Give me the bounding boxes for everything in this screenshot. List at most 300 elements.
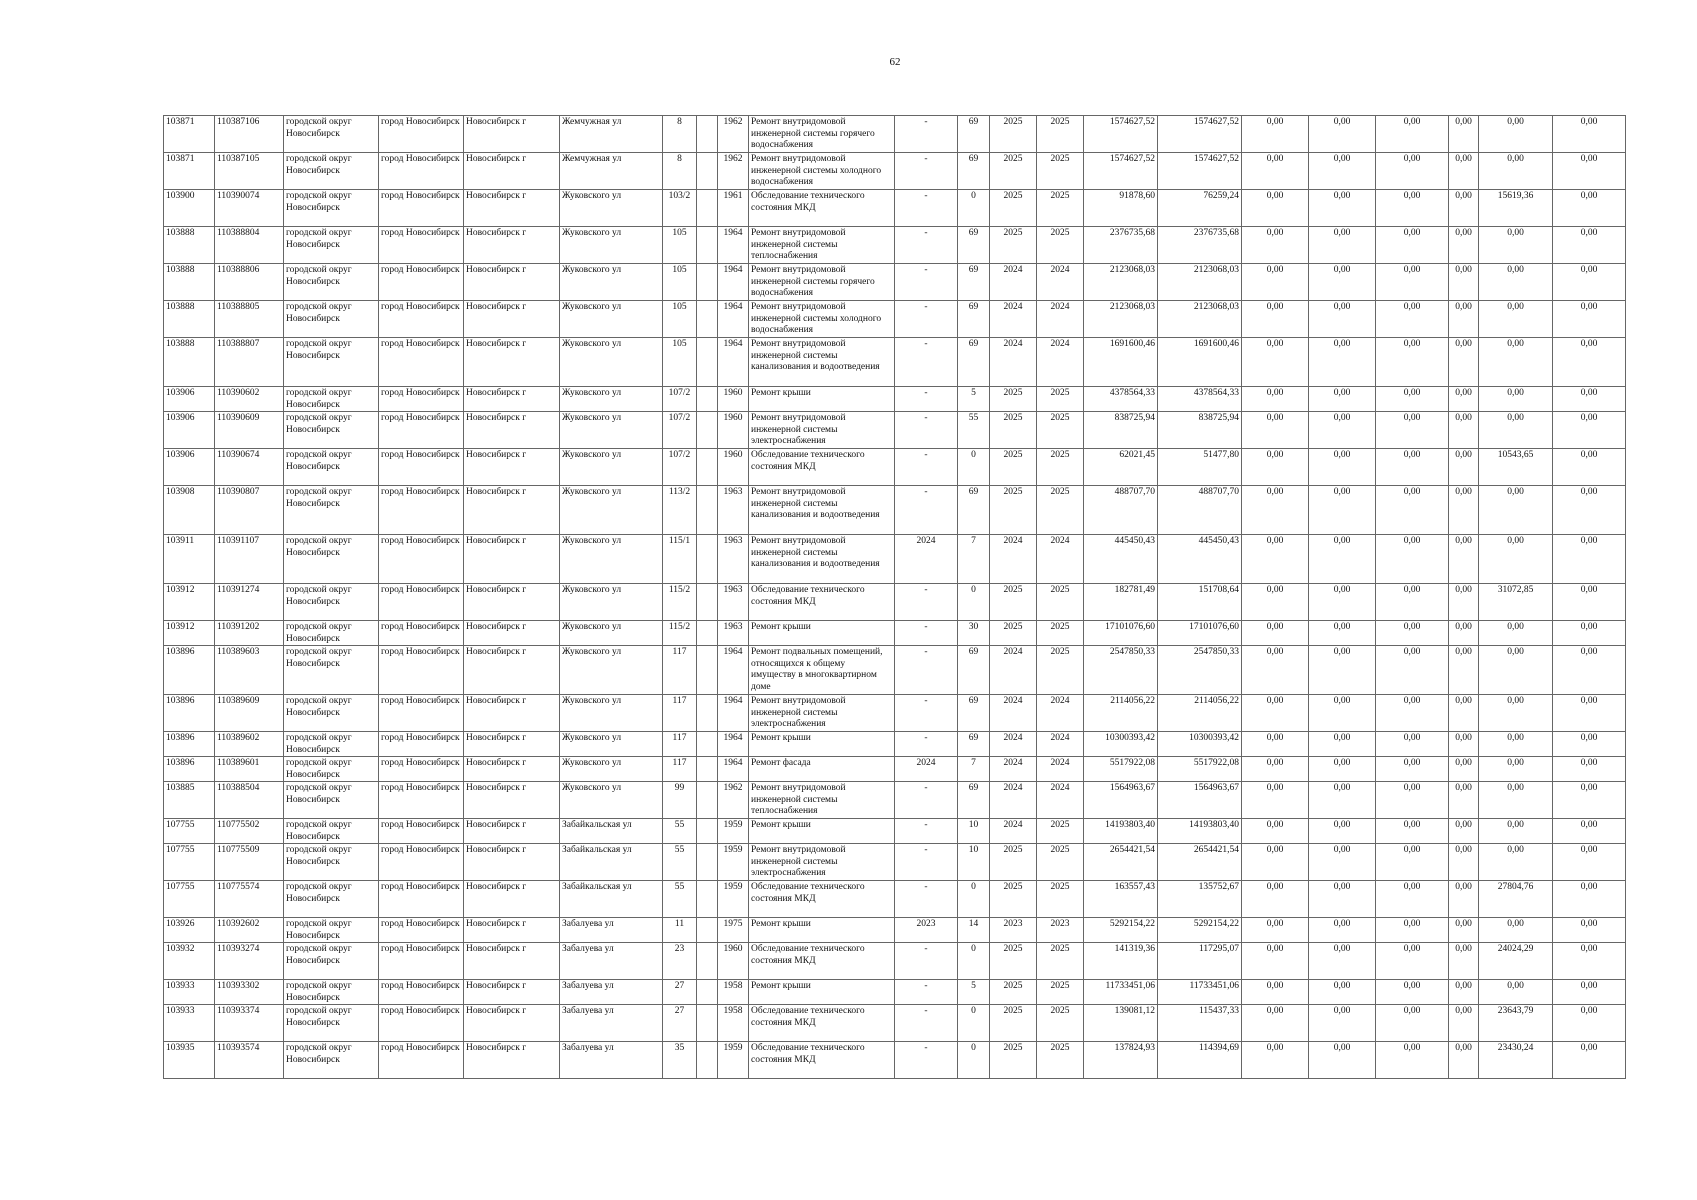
cell-y1: 2025: [990, 881, 1037, 918]
cell-num: 5: [958, 387, 990, 412]
table-row: [164, 844, 1626, 881]
cell-street: Забайкальская ул: [560, 881, 663, 918]
cell-empty: [697, 301, 718, 338]
cell-empty: [697, 695, 718, 732]
cell-z6: 0,00: [1553, 227, 1626, 264]
cell-z5: 0,00: [1479, 153, 1553, 190]
cell-gorod: город Новосибирск: [379, 227, 464, 264]
cell-year: 1964: [718, 646, 749, 695]
cell-y2: 2024: [1037, 782, 1084, 819]
cell-z5: 0,00: [1479, 844, 1553, 881]
cell-z4: 0,00: [1449, 387, 1479, 412]
cell-empty: [697, 646, 718, 695]
cell-mark: -: [895, 190, 958, 227]
cell-z2: 0,00: [1309, 301, 1376, 338]
cell-z3: 0,00: [1376, 646, 1449, 695]
cell-house: 117: [663, 646, 697, 695]
cell-z2: 0,00: [1309, 153, 1376, 190]
table-row: [164, 646, 1626, 695]
cell-empty: [697, 881, 718, 918]
cell-work: Обследование технического состояния МКД: [749, 881, 895, 918]
table-row: [164, 387, 1626, 412]
cell-id: 103935: [164, 1042, 215, 1079]
cell-mark: -: [895, 1042, 958, 1079]
cell-y2: 2024: [1037, 301, 1084, 338]
cell-work: Ремонт внутридомовой инженерной системы канализования и водоотведения: [749, 535, 895, 584]
cell-z2: 0,00: [1309, 190, 1376, 227]
cell-s1: 14193803,40: [1084, 819, 1158, 844]
cell-year: 1963: [718, 621, 749, 646]
cell-id: 103888: [164, 227, 215, 264]
cell-street: Жуковского ул: [560, 412, 663, 449]
cell-s1: 1691600,46: [1084, 338, 1158, 387]
cell-z5: 15619,36: [1479, 190, 1553, 227]
cell-np: Новосибирск г: [464, 621, 560, 646]
cell-gorod: город Новосибирск: [379, 1005, 464, 1042]
cell-z5: 0,00: [1479, 757, 1553, 782]
cell-work: Ремонт фасада: [749, 757, 895, 782]
cell-s2: 115437,33: [1158, 1005, 1242, 1042]
cell-gorod: город Новосибирск: [379, 918, 464, 943]
cell-y1: 2025: [990, 621, 1037, 646]
cell-code: 110387105: [215, 153, 284, 190]
cell-house: 117: [663, 732, 697, 757]
cell-z6: 0,00: [1553, 153, 1626, 190]
cell-z4: 0,00: [1449, 980, 1479, 1005]
cell-okrug: городской округ Новосибирск: [284, 535, 379, 584]
cell-okrug: городской округ Новосибирск: [284, 486, 379, 535]
table-row: [164, 732, 1626, 757]
cell-s2: 114394,69: [1158, 1042, 1242, 1079]
cell-z4: 0,00: [1449, 486, 1479, 535]
cell-work: Ремонт внутридомовой инженерной системы электроснабжения: [749, 844, 895, 881]
cell-code: 110389603: [215, 646, 284, 695]
cell-z5: 0,00: [1479, 695, 1553, 732]
cell-z4: 0,00: [1449, 943, 1479, 980]
cell-z1: 0,00: [1242, 819, 1309, 844]
cell-z6: 0,00: [1553, 844, 1626, 881]
cell-work: Ремонт внутридомовой инженерной системы холодного водоснабжения: [749, 301, 895, 338]
cell-empty: [697, 1042, 718, 1079]
cell-gorod: город Новосибирск: [379, 264, 464, 301]
cell-house: 8: [663, 116, 697, 153]
cell-num: 69: [958, 301, 990, 338]
cell-num: 0: [958, 584, 990, 621]
cell-mark: -: [895, 881, 958, 918]
cell-z1: 0,00: [1242, 449, 1309, 486]
cell-s1: 182781,49: [1084, 584, 1158, 621]
cell-s2: 4378564,33: [1158, 387, 1242, 412]
cell-s1: 2123068,03: [1084, 264, 1158, 301]
cell-z1: 0,00: [1242, 116, 1309, 153]
cell-s2: 445450,43: [1158, 535, 1242, 584]
cell-okrug: городской округ Новосибирск: [284, 116, 379, 153]
cell-street: Забалуева ул: [560, 918, 663, 943]
cell-code: 110388807: [215, 338, 284, 387]
cell-house: 11: [663, 918, 697, 943]
cell-okrug: городской округ Новосибирск: [284, 943, 379, 980]
cell-y2: 2025: [1037, 881, 1084, 918]
cell-mark: -: [895, 621, 958, 646]
cell-z4: 0,00: [1449, 301, 1479, 338]
cell-z3: 0,00: [1376, 301, 1449, 338]
cell-np: Новосибирск г: [464, 943, 560, 980]
cell-z4: 0,00: [1449, 1005, 1479, 1042]
cell-year: 1963: [718, 584, 749, 621]
table-body: [164, 116, 1626, 1079]
table-row: [164, 190, 1626, 227]
cell-mark: -: [895, 486, 958, 535]
cell-s1: 137824,93: [1084, 1042, 1158, 1079]
cell-np: Новосибирск г: [464, 301, 560, 338]
cell-np: Новосибирск г: [464, 153, 560, 190]
cell-year: 1962: [718, 782, 749, 819]
cell-num: 69: [958, 486, 990, 535]
cell-z6: 0,00: [1553, 535, 1626, 584]
cell-z6: 0,00: [1553, 190, 1626, 227]
cell-np: Новосибирск г: [464, 757, 560, 782]
cell-code: 110388504: [215, 782, 284, 819]
cell-okrug: городской округ Новосибирск: [284, 918, 379, 943]
table-row: [164, 338, 1626, 387]
cell-y1: 2025: [990, 190, 1037, 227]
cell-mark: 2023: [895, 918, 958, 943]
cell-street: Жуковского ул: [560, 190, 663, 227]
table-row: [164, 819, 1626, 844]
cell-y1: 2024: [990, 646, 1037, 695]
cell-z4: 0,00: [1449, 782, 1479, 819]
cell-z2: 0,00: [1309, 943, 1376, 980]
cell-id: 107755: [164, 844, 215, 881]
cell-s1: 488707,70: [1084, 486, 1158, 535]
cell-np: Новосибирск г: [464, 449, 560, 486]
cell-street: Жуковского ул: [560, 695, 663, 732]
cell-id: 103912: [164, 584, 215, 621]
cell-code: 110393374: [215, 1005, 284, 1042]
cell-z5: 31072,85: [1479, 584, 1553, 621]
cell-z4: 0,00: [1449, 732, 1479, 757]
table-row: [164, 943, 1626, 980]
cell-y2: 2025: [1037, 227, 1084, 264]
cell-np: Новосибирск г: [464, 1005, 560, 1042]
cell-house: 35: [663, 1042, 697, 1079]
cell-id: 103871: [164, 153, 215, 190]
cell-okrug: городской округ Новосибирск: [284, 190, 379, 227]
cell-s1: 2123068,03: [1084, 301, 1158, 338]
table-row: [164, 918, 1626, 943]
cell-np: Новосибирск г: [464, 646, 560, 695]
cell-y2: 2025: [1037, 1042, 1084, 1079]
cell-y2: 2024: [1037, 757, 1084, 782]
cell-z1: 0,00: [1242, 535, 1309, 584]
cell-work: Обследование технического состояния МКД: [749, 1042, 895, 1079]
cell-z1: 0,00: [1242, 301, 1309, 338]
cell-num: 0: [958, 449, 990, 486]
cell-s2: 1574627,52: [1158, 153, 1242, 190]
cell-street: Жуковского ул: [560, 757, 663, 782]
cell-y1: 2024: [990, 732, 1037, 757]
cell-okrug: городской округ Новосибирск: [284, 1005, 379, 1042]
cell-z5: 0,00: [1479, 387, 1553, 412]
cell-z5: 0,00: [1479, 338, 1553, 387]
cell-z3: 0,00: [1376, 844, 1449, 881]
cell-y2: 2025: [1037, 412, 1084, 449]
cell-z3: 0,00: [1376, 486, 1449, 535]
cell-mark: 2024: [895, 757, 958, 782]
cell-z3: 0,00: [1376, 264, 1449, 301]
cell-work: Ремонт крыши: [749, 732, 895, 757]
cell-code: 110775509: [215, 844, 284, 881]
cell-y1: 2024: [990, 757, 1037, 782]
cell-okrug: городской округ Новосибирск: [284, 621, 379, 646]
cell-house: 23: [663, 943, 697, 980]
cell-okrug: городской округ Новосибирск: [284, 980, 379, 1005]
cell-z3: 0,00: [1376, 584, 1449, 621]
cell-y2: 2024: [1037, 732, 1084, 757]
cell-okrug: городской округ Новосибирск: [284, 819, 379, 844]
cell-s2: 11733451,06: [1158, 980, 1242, 1005]
cell-y2: 2025: [1037, 646, 1084, 695]
cell-np: Новосибирск г: [464, 486, 560, 535]
cell-empty: [697, 412, 718, 449]
cell-mark: -: [895, 819, 958, 844]
cell-s1: 4378564,33: [1084, 387, 1158, 412]
cell-gorod: город Новосибирск: [379, 584, 464, 621]
cell-mark: -: [895, 153, 958, 190]
cell-okrug: городской округ Новосибирск: [284, 227, 379, 264]
table-row: [164, 535, 1626, 584]
cell-z6: 0,00: [1553, 264, 1626, 301]
cell-z6: 0,00: [1553, 695, 1626, 732]
cell-gorod: город Новосибирск: [379, 116, 464, 153]
cell-empty: [697, 449, 718, 486]
cell-work: Ремонт внутридомовой инженерной системы теплоснабжения: [749, 227, 895, 264]
cell-s2: 17101076,60: [1158, 621, 1242, 646]
cell-empty: [697, 535, 718, 584]
page-number: 62: [889, 56, 901, 68]
cell-year: 1958: [718, 980, 749, 1005]
cell-z3: 0,00: [1376, 535, 1449, 584]
cell-z1: 0,00: [1242, 646, 1309, 695]
cell-house: 105: [663, 227, 697, 264]
cell-np: Новосибирск г: [464, 918, 560, 943]
cell-z4: 0,00: [1449, 819, 1479, 844]
cell-house: 117: [663, 695, 697, 732]
cell-num: 69: [958, 646, 990, 695]
cell-s1: 141319,36: [1084, 943, 1158, 980]
cell-house: 105: [663, 264, 697, 301]
cell-mark: -: [895, 264, 958, 301]
cell-z1: 0,00: [1242, 1005, 1309, 1042]
cell-id: 103900: [164, 190, 215, 227]
cell-id: 103906: [164, 387, 215, 412]
cell-y2: 2025: [1037, 1005, 1084, 1042]
cell-code: 110775502: [215, 819, 284, 844]
cell-gorod: город Новосибирск: [379, 819, 464, 844]
cell-num: 10: [958, 844, 990, 881]
cell-id: 103896: [164, 695, 215, 732]
cell-num: 0: [958, 1005, 990, 1042]
cell-code: 110387106: [215, 116, 284, 153]
cell-z5: 0,00: [1479, 621, 1553, 646]
cell-code: 110389609: [215, 695, 284, 732]
cell-z3: 0,00: [1376, 116, 1449, 153]
cell-id: 103871: [164, 116, 215, 153]
cell-year: 1961: [718, 190, 749, 227]
cell-s1: 91878,60: [1084, 190, 1158, 227]
cell-z5: 0,00: [1479, 264, 1553, 301]
cell-s2: 2114056,22: [1158, 695, 1242, 732]
cell-np: Новосибирск г: [464, 584, 560, 621]
cell-work: Обследование технического состояния МКД: [749, 943, 895, 980]
cell-empty: [697, 116, 718, 153]
cell-code: 110390074: [215, 190, 284, 227]
cell-okrug: городской округ Новосибирск: [284, 387, 379, 412]
cell-house: 99: [663, 782, 697, 819]
cell-z2: 0,00: [1309, 584, 1376, 621]
cell-z4: 0,00: [1449, 535, 1479, 584]
cell-z1: 0,00: [1242, 918, 1309, 943]
cell-y2: 2025: [1037, 844, 1084, 881]
cell-z4: 0,00: [1449, 646, 1479, 695]
cell-y1: 2024: [990, 819, 1037, 844]
table-row: [164, 757, 1626, 782]
cell-z2: 0,00: [1309, 881, 1376, 918]
cell-work: Ремонт крыши: [749, 980, 895, 1005]
cell-z5: 0,00: [1479, 646, 1553, 695]
cell-y2: 2025: [1037, 449, 1084, 486]
cell-work: Обследование технического состояния МКД: [749, 449, 895, 486]
cell-gorod: город Новосибирск: [379, 338, 464, 387]
cell-year: 1964: [718, 227, 749, 264]
cell-z1: 0,00: [1242, 1042, 1309, 1079]
cell-mark: -: [895, 584, 958, 621]
cell-year: 1964: [718, 732, 749, 757]
cell-empty: [697, 782, 718, 819]
cell-okrug: городской округ Новосибирск: [284, 449, 379, 486]
cell-z4: 0,00: [1449, 264, 1479, 301]
cell-z3: 0,00: [1376, 943, 1449, 980]
cell-z1: 0,00: [1242, 190, 1309, 227]
cell-y2: 2025: [1037, 387, 1084, 412]
table-row: [164, 412, 1626, 449]
cell-year: 1962: [718, 116, 749, 153]
cell-work: Ремонт крыши: [749, 819, 895, 844]
cell-year: 1975: [718, 918, 749, 943]
table-row: [164, 301, 1626, 338]
cell-z6: 0,00: [1553, 646, 1626, 695]
cell-z4: 0,00: [1449, 757, 1479, 782]
cell-empty: [697, 227, 718, 264]
cell-empty: [697, 153, 718, 190]
cell-y2: 2023: [1037, 918, 1084, 943]
table-row: [164, 264, 1626, 301]
cell-work: Ремонт внутридомовой инженерной системы холодного водоснабжения: [749, 153, 895, 190]
cell-street: Жуковского ул: [560, 486, 663, 535]
cell-s2: 135752,67: [1158, 881, 1242, 918]
cell-year: 1959: [718, 1042, 749, 1079]
cell-z2: 0,00: [1309, 264, 1376, 301]
cell-s2: 838725,94: [1158, 412, 1242, 449]
cell-z2: 0,00: [1309, 819, 1376, 844]
cell-okrug: городской округ Новосибирск: [284, 338, 379, 387]
cell-z4: 0,00: [1449, 116, 1479, 153]
cell-empty: [697, 486, 718, 535]
cell-code: 110390602: [215, 387, 284, 412]
cell-s1: 17101076,60: [1084, 621, 1158, 646]
cell-street: Забалуева ул: [560, 1005, 663, 1042]
cell-np: Новосибирск г: [464, 190, 560, 227]
cell-work: Ремонт крыши: [749, 387, 895, 412]
cell-z4: 0,00: [1449, 695, 1479, 732]
cell-z1: 0,00: [1242, 153, 1309, 190]
cell-y2: 2024: [1037, 338, 1084, 387]
cell-house: 27: [663, 1005, 697, 1042]
cell-work: Ремонт крыши: [749, 918, 895, 943]
table-row: [164, 1042, 1626, 1079]
cell-year: 1960: [718, 387, 749, 412]
cell-mark: -: [895, 227, 958, 264]
cell-street: Жемчужная ул: [560, 116, 663, 153]
cell-y2: 2025: [1037, 486, 1084, 535]
cell-s1: 1574627,52: [1084, 153, 1158, 190]
cell-np: Новосибирск г: [464, 980, 560, 1005]
cell-empty: [697, 757, 718, 782]
cell-gorod: город Новосибирск: [379, 621, 464, 646]
cell-z2: 0,00: [1309, 1042, 1376, 1079]
cell-num: 69: [958, 227, 990, 264]
cell-s2: 14193803,40: [1158, 819, 1242, 844]
cell-num: 30: [958, 621, 990, 646]
cell-z5: 0,00: [1479, 732, 1553, 757]
cell-num: 69: [958, 338, 990, 387]
table-row: [164, 449, 1626, 486]
cell-s2: 2376735,68: [1158, 227, 1242, 264]
cell-house: 27: [663, 980, 697, 1005]
cell-id: 103888: [164, 301, 215, 338]
cell-np: Новосибирск г: [464, 412, 560, 449]
cell-empty: [697, 584, 718, 621]
cell-z3: 0,00: [1376, 227, 1449, 264]
cell-s1: 10300393,42: [1084, 732, 1158, 757]
cell-z1: 0,00: [1242, 980, 1309, 1005]
cell-s1: 11733451,06: [1084, 980, 1158, 1005]
cell-okrug: городской округ Новосибирск: [284, 153, 379, 190]
cell-work: Ремонт внутридомовой инженерной системы теплоснабжения: [749, 782, 895, 819]
cell-code: 110388806: [215, 264, 284, 301]
cell-empty: [697, 338, 718, 387]
cell-z6: 0,00: [1553, 1005, 1626, 1042]
cell-house: 55: [663, 819, 697, 844]
cell-mark: -: [895, 412, 958, 449]
cell-mark: -: [895, 980, 958, 1005]
cell-id: 103896: [164, 757, 215, 782]
cell-s2: 1574627,52: [1158, 116, 1242, 153]
cell-s1: 2654421,54: [1084, 844, 1158, 881]
cell-code: 110389601: [215, 757, 284, 782]
cell-empty: [697, 387, 718, 412]
cell-id: 103906: [164, 412, 215, 449]
cell-z3: 0,00: [1376, 412, 1449, 449]
cell-empty: [697, 980, 718, 1005]
cell-id: 103912: [164, 621, 215, 646]
cell-y2: 2024: [1037, 535, 1084, 584]
cell-y1: 2025: [990, 486, 1037, 535]
cell-z1: 0,00: [1242, 732, 1309, 757]
cell-house: 115/2: [663, 621, 697, 646]
cell-work: Ремонт внутридомовой инженерной системы канализования и водоотведения: [749, 486, 895, 535]
cell-id: 103896: [164, 732, 215, 757]
